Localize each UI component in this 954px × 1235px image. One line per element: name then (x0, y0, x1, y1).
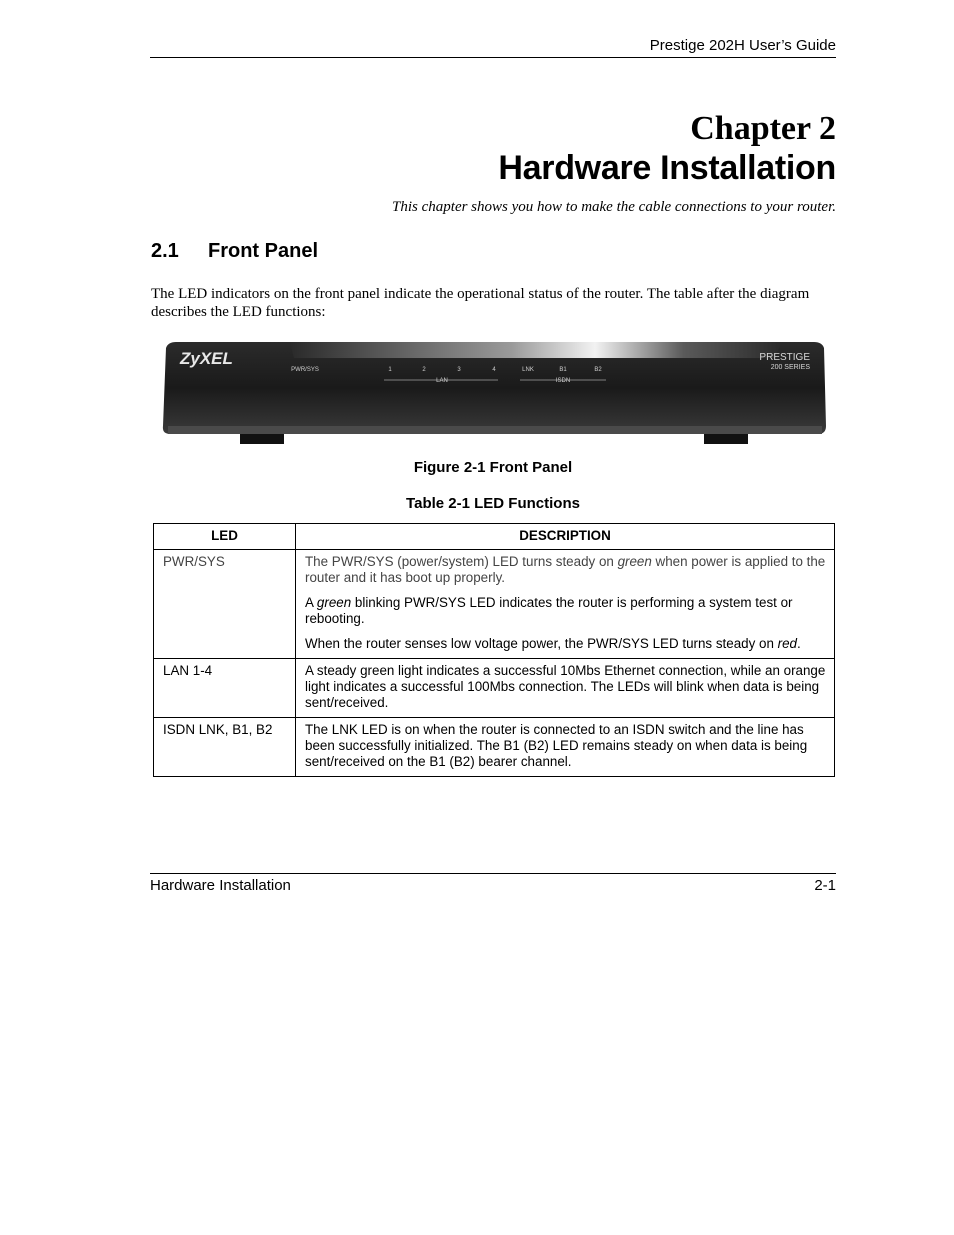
brand-logo: ZyXEL (180, 349, 233, 368)
table-caption: Table 2-1 LED Functions (406, 495, 580, 512)
description-cell: A steady green light indicates a successful 10Mbs Ethernet connection, while an orange light indicates a successful 100Mbs connection. The LEDs will blink when data is being sent/received. (296, 659, 835, 718)
description-paragraph: A green blinking PWR/SYS LED indicates the router is performing a system test or rebooting. (305, 595, 793, 626)
model-line-2: 200 SERIES (770, 364, 810, 371)
led-label: LNK (522, 367, 534, 373)
footer-page-number: 2-1 (814, 877, 836, 894)
led-cell: PWR/SYS (154, 550, 296, 659)
led-functions-table (153, 523, 835, 777)
section-number: 2.1 (151, 240, 179, 262)
footer-section-title: Hardware Installation (150, 877, 291, 894)
led-label: 4 (492, 367, 496, 373)
page-footer (150, 873, 836, 896)
table-row (154, 718, 835, 777)
led-label: B1 (559, 367, 567, 373)
router-front-panel-image (162, 340, 827, 446)
router-top-bevel (290, 342, 782, 358)
description-cell (296, 550, 835, 659)
section-heading (151, 238, 318, 264)
chapter-label: Chapter 2 (690, 110, 836, 147)
led-cell: LAN 1-4 (154, 659, 296, 718)
led-cell: ISDN LNK, B1, B2 (154, 718, 296, 777)
figure-caption: Figure 2-1 Front Panel (413, 459, 573, 476)
led-label: B2 (594, 367, 602, 373)
description-cell: The LNK LED is on when the router is connected to an ISDN switch and the line has been successfully initialized. The B1 (B2) LED remains steady on when data is being sent/received on the B1 (B2) bearer channel. (296, 718, 835, 777)
chapter-title: Hardware Installation (498, 149, 836, 187)
router-foot-right (704, 434, 748, 444)
isdn-group-label: ISDN (555, 378, 571, 384)
header-led: LED (154, 524, 296, 550)
led-label: 1 (388, 367, 392, 373)
running-header (150, 36, 836, 58)
header-description: DESCRIPTION (296, 524, 835, 550)
table-header-row (154, 524, 835, 550)
table-row (154, 659, 835, 718)
running-header-title: Prestige 202H User’s Guide (649, 37, 836, 54)
description-paragraph: When the router senses low voltage power, the PWR/SYS LED turns steady on red. (305, 636, 801, 651)
router-foot-left (240, 434, 284, 444)
model-line-1: PRESTIGE (759, 352, 810, 363)
led-label: 2 (422, 367, 426, 373)
intro-paragraph: The LED indicators on the front panel indicate the operational status of the router. The table after the diagram describes the LED functions: (151, 286, 810, 320)
led-label: 3 (457, 367, 461, 373)
lan-group-label: LAN (436, 378, 448, 384)
section-title: Front Panel (208, 240, 319, 262)
router-bottom-strip (168, 426, 822, 434)
chapter-intro: This chapter shows you how to make the cable connections to your router. (392, 199, 836, 215)
led-label: PWR/SYS (291, 367, 319, 373)
table-row (154, 550, 835, 659)
description-paragraph: The PWR/SYS (power/system) LED turns steady on green when power is applied to the router and it has boot up properly. (305, 554, 826, 585)
